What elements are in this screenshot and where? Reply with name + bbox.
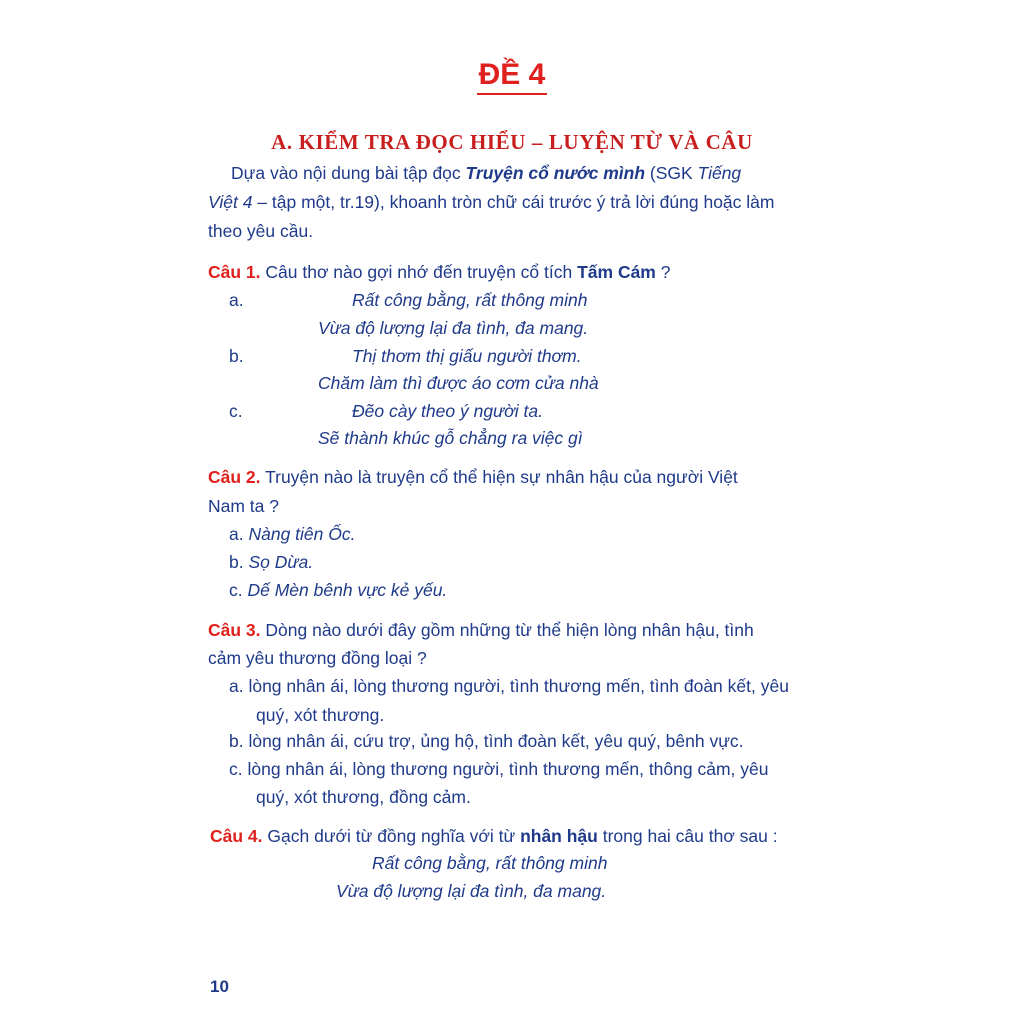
question-label: Câu 2. [208, 467, 261, 487]
intro-line-2 [208, 192, 774, 213]
option-c: c. lòng nhân ái, lòng thương người, tình thương mến, thông cảm, yêu [229, 759, 769, 779]
question-text: Câu thơ nào gợi nhớ đến truyện cổ tích [260, 262, 578, 282]
question-2 [208, 467, 738, 488]
question-label: Câu 3. [208, 620, 261, 640]
option-letter: b. [229, 552, 249, 572]
option-a-cont: quý, xót thương. [256, 705, 385, 725]
poem-line: Vừa độ lượng lại đa tình, đa mang. [336, 881, 607, 901]
question-4 [210, 826, 778, 847]
page-title [0, 58, 1024, 92]
question-text: Truyện nào là truyện cổ thể hiện sự nhân hậu của người Việt [260, 467, 738, 487]
intro-text: (SGK [645, 163, 698, 183]
option-a [229, 524, 355, 545]
option-text: Sọ Dừa. [248, 552, 314, 572]
intro-text: Dựa vào nội dung bài tập đọc [231, 163, 466, 183]
option-text: Nàng tiên Ốc. [248, 524, 356, 544]
poem-line: Sẽ thành khúc gỗ chẳng ra việc gì [318, 428, 583, 448]
story-title: Truyện cổ nước mình [465, 163, 646, 183]
question-label: Câu 4. [210, 826, 263, 846]
intro-text: – tập một, tr.19), khoanh tròn chữ cái trước ý trả lời đúng hoặc làm [252, 192, 775, 212]
option-letter: a. [229, 290, 244, 310]
intro-line-1 [231, 163, 741, 184]
poem-line: Chăm làm thì được áo cơm cửa nhà [318, 373, 599, 393]
question-text: Dòng nào dưới đây gồm những từ thể hiện lòng nhân hậu, tình [260, 620, 754, 640]
option-a: a. lòng nhân ái, lòng thương người, tình thương mến, tình đoàn kết, yêu [229, 676, 789, 696]
option-text: Dế Mèn bênh vực kẻ yếu. [247, 580, 448, 600]
question-1 [208, 262, 670, 283]
question-label: Câu 1. [208, 262, 261, 282]
option-b [229, 552, 313, 573]
question-text: Gạch dưới từ đồng nghĩa với từ [262, 826, 521, 846]
question-text: ? [655, 262, 671, 282]
book-name: Tiếng [697, 163, 742, 183]
intro-line-3: theo yêu cầu. [208, 221, 314, 241]
poem-line: Rất công bằng, rất thông minh [352, 290, 588, 310]
option-letter: c. [229, 580, 248, 600]
option-letter: a. [229, 524, 249, 544]
option-b: b. lòng nhân ái, cứu trợ, ủng hộ, tình đoàn kết, yêu quý, bênh vực. [229, 731, 744, 751]
question-2-cont: Nam ta ? [208, 496, 279, 516]
option-letter: c. [229, 401, 243, 421]
option-c-cont: quý, xót thương, đồng cảm. [256, 787, 471, 807]
poem-line: Vừa độ lượng lại đa tình, đa mang. [318, 318, 589, 338]
title-text: ĐỀ 4 [477, 58, 548, 95]
poem-line: Đẽo cày theo ý người ta. [352, 401, 543, 421]
poem-line: Thị thơm thị giấu người thơm. [352, 346, 582, 366]
option-c [229, 580, 447, 601]
question-text: trong hai câu thơ sau : [597, 826, 778, 846]
story-name: Tấm Cám [577, 262, 656, 282]
page-number: 10 [210, 977, 229, 996]
book-name: Việt 4 [208, 192, 253, 212]
option-letter: b. [229, 346, 244, 366]
question-3 [208, 620, 754, 641]
section-heading: A. KIỂM TRA ĐỌC HIỂU – LUYỆN TỪ VÀ CÂU [271, 130, 753, 154]
keyword: nhân hậu [520, 826, 598, 846]
poem-line: Rất công bằng, rất thông minh [372, 853, 608, 873]
question-3-cont: cảm yêu thương đồng loại ? [208, 648, 427, 668]
